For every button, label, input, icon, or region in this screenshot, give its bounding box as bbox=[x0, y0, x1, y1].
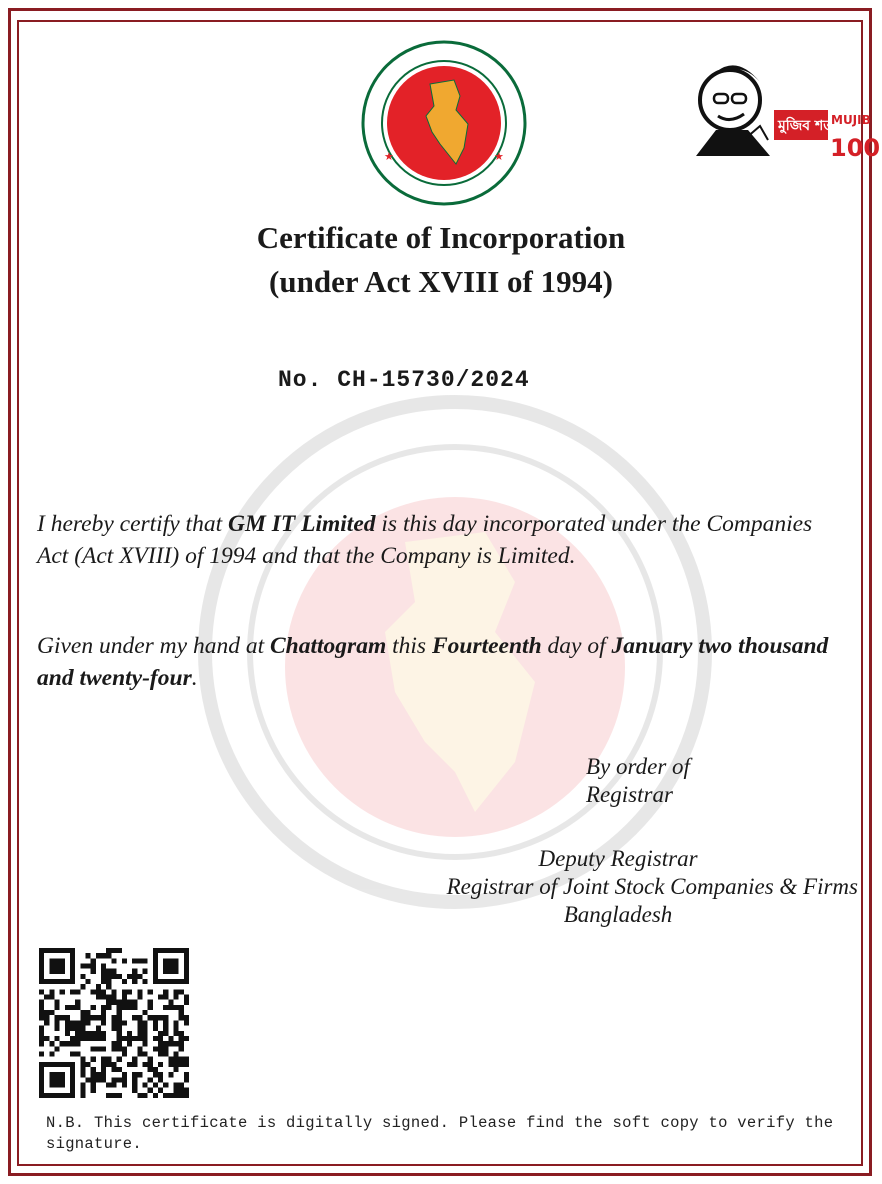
company-name: GM IT Limited bbox=[227, 511, 376, 537]
certification-paragraph: I hereby certify that GM IT Limited is this day incorporated under the Companies Act (Act XVIII) of 1994 and that the Company is Limited. bbox=[37, 511, 813, 569]
country-text: Bangladesh bbox=[563, 902, 673, 927]
digital-signature-note: N.B. This certificate is digitally signed. Please find the soft copy to verify the signature. bbox=[46, 1114, 834, 1153]
deputy-registrar-text: Deputy Registrar bbox=[538, 846, 698, 871]
signatory-block bbox=[378, 845, 858, 929]
certificate-number: No. CH-15730/2024 bbox=[278, 367, 530, 393]
registrar-text: Registrar bbox=[586, 782, 673, 807]
svg-text:★: ★ bbox=[494, 150, 504, 163]
by-order-block bbox=[586, 753, 690, 809]
registrar-office-text: Registrar of Joint Stock Companies & Firms bbox=[446, 874, 858, 899]
by-order-of-text: By order of bbox=[586, 754, 690, 779]
date-text: January two thousand and twenty-four bbox=[37, 633, 829, 691]
place-name: Chattogram bbox=[270, 633, 387, 659]
mujib-100-logo bbox=[690, 38, 881, 162]
certificate-title: Certificate of Incorporation bbox=[256, 220, 626, 255]
qr-code[interactable] bbox=[38, 948, 190, 1098]
day-text: Fourteenth bbox=[431, 633, 542, 659]
given-under-paragraph: Given under my hand at Chattogram this Fourteenth day of January two thousand and twenty-four. bbox=[37, 633, 829, 691]
svg-text:★: ★ bbox=[384, 150, 394, 163]
government-seal bbox=[360, 40, 528, 206]
mujib-bangla-text: মুজিব শতবর্ষ bbox=[778, 118, 850, 134]
mujib-number: 100 bbox=[830, 134, 881, 162]
mujib-label: MUJIB bbox=[831, 113, 871, 127]
certificate-subtitle: (under Act XVIII of 1994) bbox=[269, 264, 613, 299]
